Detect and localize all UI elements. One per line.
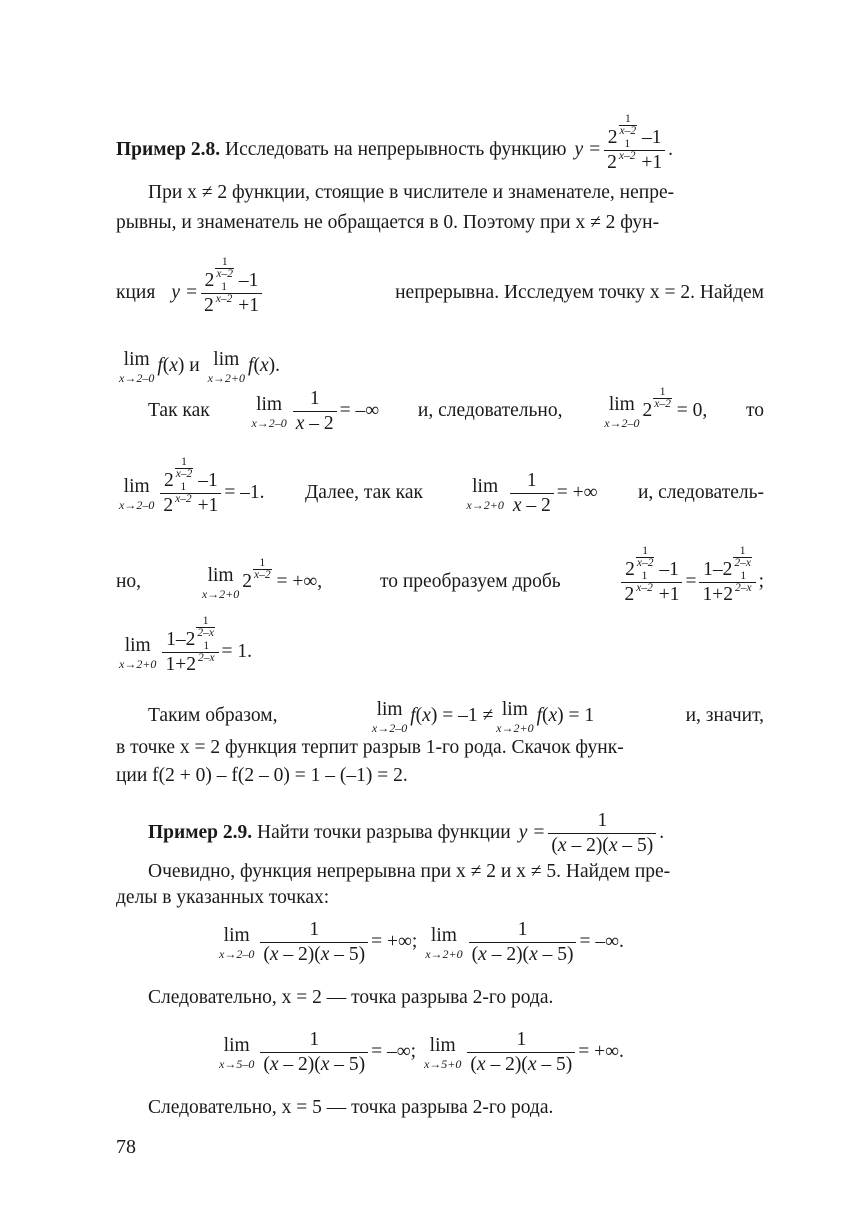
formula-fraction: 2 $\frac{1}{x-2}$ –1 2 $\frac{1}{x-2}$ +1 [604,126,665,175]
example-2-8-heading: Пример 2.8. Исследовать на непрерывность функцию y = 2 $\frac{1}{x-2}$ –1 2 $\frac{1}{x-2}$ +1 . [116,112,673,173]
formula-fraction: 2 $\frac{1}{x-2}$ –1 2 $\frac{1}{x-2}$ +1 [201,269,262,318]
text: то преобразуем дробь [379,571,561,592]
example-task: Найти точки разрыва функции [257,822,511,843]
paragraph-line: lim x→2–0 f ( x ) и lim x→2+0 f ( x ). [119,348,280,385]
paragraph-line: рывны, и знаменатель не обращается в 0. Поэтому при x ≠ 2 фун- [116,212,660,233]
paragraph-line: Следовательно, x = 2 — точка разрыва 2-го рода. [148,987,554,1008]
text: но, [116,571,142,592]
paragraph-line: в точке x = 2 функция терпит разрыв 1-го рода. Скачок функ- [116,737,624,758]
formula: y = [574,139,602,160]
limit: lim x→2+0 [207,348,246,385]
example-title: Пример 2.9. [148,822,253,843]
text: Таким образом, [148,705,278,726]
paragraph-line: делы в указанных точках: [116,887,330,908]
text: и [189,355,200,376]
display-formula: lim x→2–0 1 ( x – 2)( x – 5) = +∞; lim x→2+0 1 ( x – 2)( x – 5) = –∞. [219,918,624,965]
text: то [745,400,764,421]
text: Далее, так как [304,482,423,503]
text: и, значит, [685,705,764,726]
text: и, следовательно, [417,400,563,421]
text: кция [116,282,156,303]
paragraph-line: кция y = 2 $\frac{1}{x-2}$ –1 2 $\frac{1}{x-2}$ +1 непрерывна. Исследуем точку x = 2. Найдем [116,255,764,316]
text: Так как [148,400,210,421]
page-number: 78 [116,1136,136,1158]
paragraph-line: Таким образом, lim x→2–0 f ( x ) = –1 ≠ lim x→2+0 f ( x ) = 1 и, значит, [148,698,764,735]
paragraph-line: но, lim x→2+0 2 $\frac{1}{x-2}$ = +∞, то преобразуем дробь 2 $\frac{1}{x-2}$ –1 2 $\frac{1}{x-2}$ +1 = 1– 2 $\frac{1}{2-x}$ 1+ 2 $\frac{1}{2-x}$ ; [116,544,764,605]
paragraph-line: ции f(2 + 0) – f(2 – 0) = 1 – (–1) = 2. [116,765,408,786]
example-title: Пример 2.8. [116,139,221,160]
paragraph-line: Так как lim x→2–0 1 x – 2 = –∞ и, следовательно, lim x→2–0 2 $\frac{1}{x-2}$ = 0, то [148,386,764,434]
paragraph-line: Очевидно, функция непрерывна при x ≠ 2 и x ≠ 5. Найдем пре- [148,861,671,882]
paragraph-line: Следовательно, x = 5 — точка разрыва 2-го рода. [148,1097,554,1118]
limit: lim x→2–0 [119,348,155,385]
display-formula: lim x→5–0 1 ( x – 2)( x – 5) = –∞; lim x→5+0 1 ( x – 2)( x – 5) = +∞. [219,1028,624,1075]
text: непрерывна. Исследуем точку x = 2. Найдем [395,282,764,303]
example-task: Исследовать на непрерывность функцию [225,139,567,160]
paragraph-line: lim x→2+0 1– 2 $\frac{1}{2-x}$ 1+ 2 $\frac{1}{2-x}$ = 1. [119,614,253,675]
example-2-9-heading: Пример 2.9. Найти точки разрыва функции y = 1 ( x – 2)( x – 5) . [148,809,665,856]
paragraph-line: lim x→2–0 2 $\frac{1}{x-2}$ –1 2 $\frac{1}{x-2}$ +1 = –1. Далее, так как lim x→2+0 1 x – 2 = +∞ и, следователь- [119,455,764,516]
paragraph-line: При x ≠ 2 функции, стоящие в числителе и знаменателе, непре- [148,182,675,203]
text: и, следователь- [637,482,764,503]
